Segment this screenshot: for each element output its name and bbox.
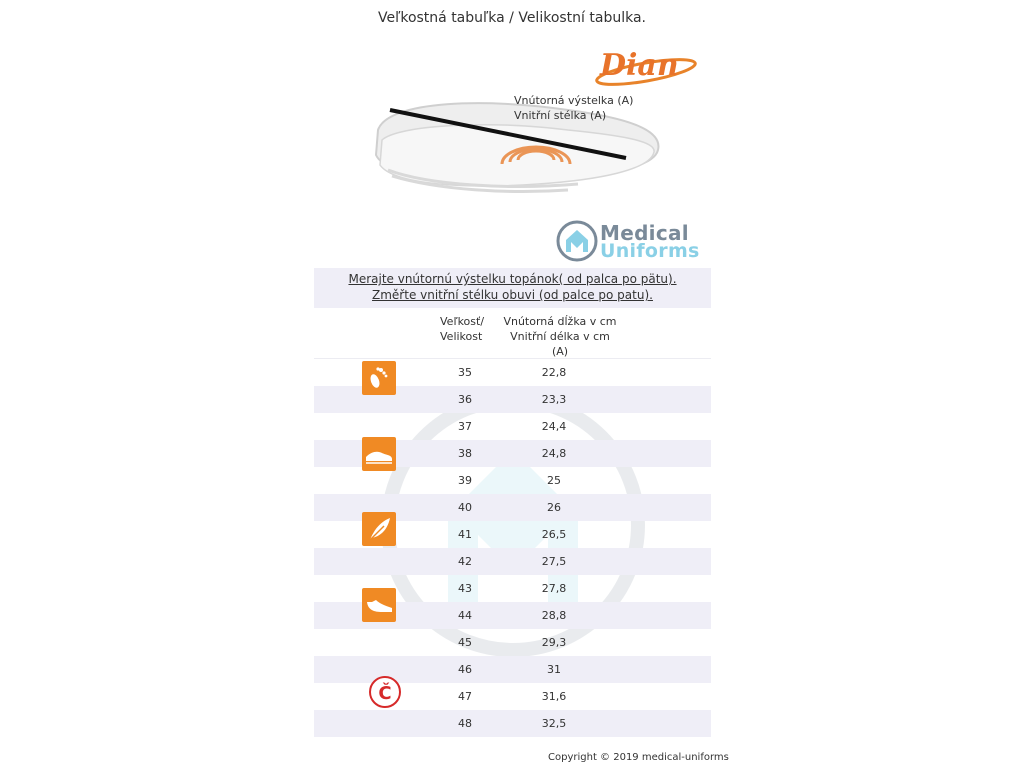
instruction-cz: Změřte vnitřní stélku obuvi (od palce po patu). — [372, 288, 653, 302]
logo-text-medical: Medical — [600, 221, 689, 245]
header-size: Veľkosť/ Velikost — [440, 315, 485, 343]
table-row: 41 26,5 — [458, 528, 567, 541]
table-row: 36 23,3 — [314, 386, 711, 413]
measure-instructions — [314, 268, 711, 308]
page-title: Veľkostná tabuľka / Velikostní tabulka. — [377, 10, 646, 26]
dian-logo — [594, 40, 698, 90]
table-row: 35 22,8 — [458, 366, 567, 379]
table-row: 43 27,8 — [458, 582, 567, 595]
table-row: 47 31,6 — [458, 690, 567, 703]
table-row: 44 28,8 — [314, 602, 711, 629]
instruction-sk: Merajte vnútornú výstelku topánok( od palca po pätu). — [348, 272, 677, 286]
shoe-icon — [362, 437, 396, 471]
insole-label-cz: Vnitřní stélka (A) — [514, 109, 607, 122]
table-row: 37 24,4 — [458, 420, 567, 433]
table-row: 42 27,5 — [314, 548, 711, 575]
svg-text:Dian: Dian — [600, 48, 679, 83]
footprint-icon — [362, 361, 396, 395]
table-row: 48 32,5 — [314, 710, 711, 737]
table-row: 40 26 — [314, 494, 711, 521]
logo-text-uniforms: Uniforms — [600, 240, 700, 262]
svg-text:Č: Č — [378, 683, 392, 704]
header-length: Vnútorná dĺžka v cm Vnitřní délka v cm (A) — [503, 315, 617, 358]
table-row: 45 29,3 — [458, 636, 567, 649]
table-row: 38 24,8 — [314, 440, 711, 467]
table-row: 39 25 — [458, 474, 561, 487]
table-row — [314, 717, 711, 744]
czech-quality-icon — [368, 675, 402, 709]
shoe-side-icon — [362, 588, 396, 622]
table-row: 46 31 — [314, 656, 711, 683]
copyright: Copyright © 2019 medical-uniforms — [548, 752, 729, 763]
insole-label-sk: Vnútorná výstelka (A) — [514, 94, 634, 107]
feather-icon — [362, 512, 396, 546]
